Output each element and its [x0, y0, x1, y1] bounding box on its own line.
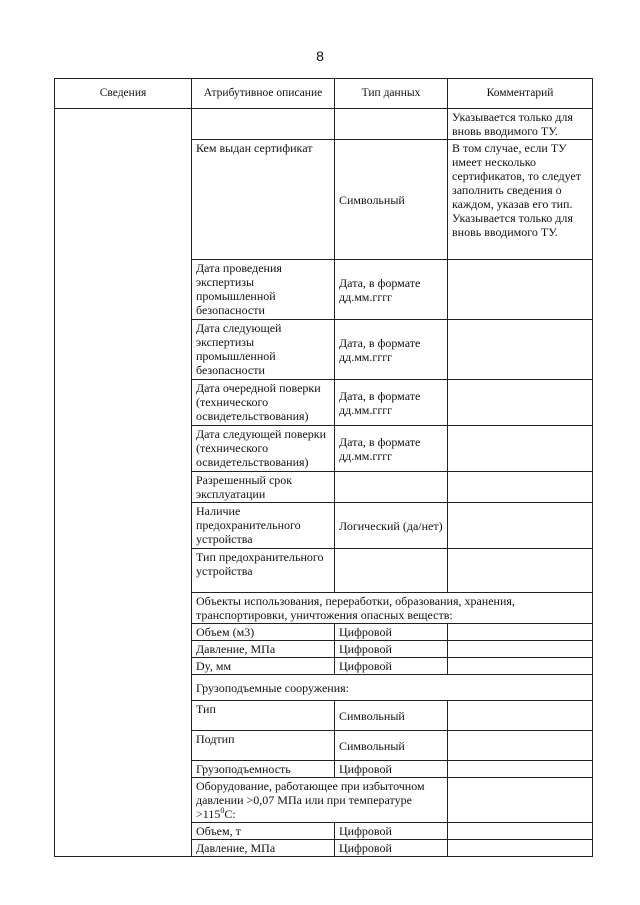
header-svedeniya: Сведения — [55, 79, 192, 109]
attr-cell: Давление, МПа — [192, 641, 335, 658]
header-attribute-description: Атрибутивное описание — [192, 79, 335, 109]
comment-cell — [448, 426, 593, 472]
attr-cell: Давление, МПа — [192, 840, 335, 857]
comment-cell — [448, 823, 593, 840]
type-cell: Дата, в формате дд.мм.гггг — [335, 320, 448, 380]
attr-cell: Тип — [192, 701, 335, 731]
type-cell: Символьный — [335, 731, 448, 761]
type-cell: Цифровой — [335, 823, 448, 840]
svedeniya-cell — [55, 109, 192, 857]
type-cell: Символьный — [335, 701, 448, 731]
comment-cell — [448, 624, 593, 641]
section-pressure-equipment — [192, 778, 448, 823]
comment-cell — [448, 761, 593, 778]
type-cell: Символьный — [335, 140, 448, 260]
comment-cell — [448, 840, 593, 857]
comment-cell — [448, 472, 593, 503]
table-row — [55, 109, 593, 140]
section-lifting-structures: Грузоподъемные сооружения: — [192, 675, 593, 701]
attr-cell: Подтип — [192, 731, 335, 761]
type-cell — [335, 109, 448, 140]
type-cell — [335, 472, 448, 503]
attr-cell: Тип предохранительного устройства — [192, 549, 335, 593]
comment-cell — [448, 320, 593, 380]
comment-cell — [448, 260, 593, 320]
section-title-part2: С: — [224, 807, 236, 821]
comment-cell — [448, 641, 593, 658]
attr-cell: Разрешенный срок эксплуатации — [192, 472, 335, 503]
comment-cell — [448, 701, 593, 731]
table-header-row — [55, 79, 593, 109]
type-cell: Цифровой — [335, 658, 448, 675]
type-cell: Цифровой — [335, 761, 448, 778]
comment-cell: В том случае, если ТУ имеет несколько сертификатов, то следует заполнить сведения о каждом, указав его тип. Указывается только для вновь вводимого ТУ. — [448, 140, 593, 260]
header-data-type: Тип данных — [335, 79, 448, 109]
comment-cell — [448, 503, 593, 549]
type-cell: Цифровой — [335, 641, 448, 658]
comment-cell — [448, 658, 593, 675]
type-cell: Логический (да/нет) — [335, 503, 448, 549]
type-cell: Дата, в формате дд.мм.гггг — [335, 426, 448, 472]
attr-cell: Наличие предохранительного устройства — [192, 503, 335, 549]
attr-cell: Объем (м3) — [192, 624, 335, 641]
attr-cell: Дата следующей экспертизы промышленной безопасности — [192, 320, 335, 380]
comment-cell: Указывается только для вновь вводимого ТУ. — [448, 109, 593, 140]
attr-cell: Dy, мм — [192, 658, 335, 675]
attr-cell: Дата очередной поверки (технического освидетельствования) — [192, 380, 335, 426]
section-title-part1: Оборудование, работающее при избыточном давлении >0,07 МПа или при температуре >115 — [196, 779, 425, 821]
attributes-table — [54, 78, 593, 857]
type-cell: Дата, в формате дд.мм.гггг — [335, 260, 448, 320]
attr-cell: Объем, т — [192, 823, 335, 840]
attr-cell: Дата проведения экспертизы промышленной безопасности — [192, 260, 335, 320]
page-number: 8 — [316, 48, 324, 64]
section-hazardous-substances: Объекты использования, переработки, образования, хранения, транспортировки, уничтожения опасных веществ: — [192, 593, 593, 624]
type-cell: Цифровой — [335, 624, 448, 641]
attr-cell: Кем выдан сертификат — [192, 140, 335, 260]
attr-cell: Дата следующей поверки (технического освидетельствования) — [192, 426, 335, 472]
attr-cell: Грузоподъемность — [192, 761, 335, 778]
type-cell — [335, 549, 448, 593]
attr-cell — [192, 109, 335, 140]
comment-cell — [448, 549, 593, 593]
comment-cell — [448, 778, 593, 823]
comment-cell — [448, 731, 593, 761]
degree-superscript: 0 — [220, 806, 225, 815]
type-cell: Цифровой — [335, 840, 448, 857]
type-cell: Дата, в формате дд.мм.гггг — [335, 380, 448, 426]
header-comment: Комментарий — [448, 79, 593, 109]
comment-cell — [448, 380, 593, 426]
